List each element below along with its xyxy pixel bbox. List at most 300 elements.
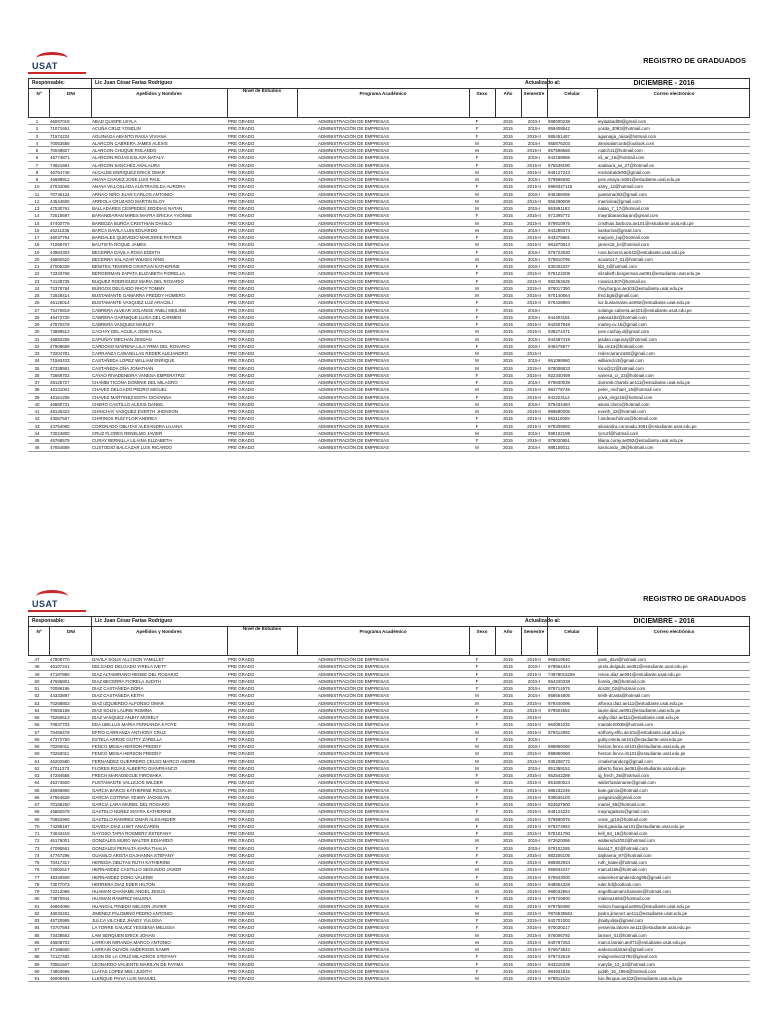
row-correo: rjcruzf@hotmail.com	[598, 430, 639, 436]
row-programa: ADMINISTRACIÓN DE EMPRESAS	[318, 693, 389, 699]
row-ano: 2015	[503, 169, 513, 175]
row-celular: 999102199	[548, 430, 570, 436]
table-row	[28, 961, 750, 968]
row-correo: ruth_katee@hotmail.com	[598, 860, 647, 865]
row-correo: james15_br@hotmail.com	[598, 242, 650, 248]
table-row	[28, 365, 750, 372]
row-ano: 2015	[503, 860, 513, 865]
row-dni: 70086196	[50, 686, 70, 691]
row-programa: ADMINISTRACIÓN DE EMPRESAS	[318, 845, 389, 851]
row-number: 9	[35, 177, 39, 182]
row-dni: 74803696	[50, 968, 70, 974]
row-number: 79	[34, 889, 40, 894]
table-row	[28, 721, 750, 728]
row-programa: ADMINISTRACIÓN DE EMPRESAS	[318, 939, 389, 945]
row-ano: 2015	[503, 678, 513, 684]
table-row	[28, 866, 750, 873]
table-header	[28, 78, 750, 118]
row-celular: 944403181	[548, 314, 570, 320]
row-number: 17	[34, 235, 40, 240]
row-programa: ADMINISTRACIÓN DE EMPRESAS	[318, 802, 389, 807]
row-ano: 2015	[503, 343, 513, 349]
row-ano: 2015	[503, 307, 513, 313]
col-ano: Año	[503, 629, 513, 634]
row-sexo: M	[475, 744, 479, 749]
row-nivel: PRE GRADO	[228, 954, 255, 960]
row-correo: mayrabarandiaran@gmail.com	[598, 213, 659, 219]
row-programa: ADMINISTRACIÓN DE EMPRESAS	[318, 169, 389, 175]
table-row	[28, 700, 750, 707]
row-semestre: 2015-I	[527, 227, 541, 233]
row-number: 74	[34, 852, 40, 858]
row-sexo: M	[475, 409, 479, 414]
row-number: 89	[34, 961, 40, 967]
row-dni: 46097019	[50, 119, 70, 124]
row-ano: 2015	[503, 227, 513, 233]
row-ano: 2015	[503, 925, 513, 931]
row-programa: ADMINISTRACIÓN DE EMPRESAS	[318, 867, 389, 873]
row-sexo: F	[475, 235, 479, 240]
row-celular: 970030217	[548, 925, 570, 931]
row-nivel: PRE GRADO	[228, 831, 255, 836]
row-programa: ADMINISTRACIÓN DE EMPRESAS	[318, 918, 389, 923]
table-row	[28, 859, 750, 866]
row-ano: 2015	[503, 845, 513, 851]
row-sexo: F	[475, 925, 479, 931]
row-dni: 71071651	[50, 126, 70, 132]
row-programa: ADMINISTRACIÓN DE EMPRESAS	[318, 715, 389, 720]
row-nivel: PRE GRADO	[228, 736, 255, 742]
row-ano: 2015	[503, 256, 513, 262]
row-number: 62	[34, 765, 40, 771]
row-celular: 957598566	[548, 148, 570, 153]
row-number: 82	[34, 910, 40, 916]
row-correo: laurie.diaz.ae091@estudiante.usat.edu.pe	[598, 707, 681, 713]
col-ano: Año	[503, 91, 513, 96]
table-row	[28, 895, 750, 902]
row-programa: ADMINISTRACIÓN DE EMPRESAS	[318, 657, 389, 662]
row-dni: 47400776	[50, 220, 70, 226]
row-correo: fiorela_d9@hotmail.com	[598, 678, 646, 684]
row-sexo: F	[475, 715, 479, 720]
row-nivel: PRE GRADO	[228, 758, 255, 764]
row-celular: 985802934	[548, 860, 570, 865]
row-name: HERNANDEZ DONG VALERIE	[92, 874, 154, 880]
row-name: CARRANZA CABANILLAS REDER ALEJANDRO	[92, 351, 189, 356]
row-ano: 2015	[503, 438, 513, 443]
row-sexo: M	[475, 169, 479, 175]
table-row	[28, 888, 750, 895]
row-name: LAM SERQUEN ERICK JOHAN	[92, 932, 155, 938]
row-semestre: 2015-II	[527, 365, 541, 371]
row-number: 52	[34, 693, 40, 699]
row-correo: alexandra.coronado.3091@estudiante.usat.edu.pe	[598, 423, 697, 429]
table-row	[28, 350, 750, 357]
row-programa: ADMINISTRACIÓN DE EMPRESAS	[318, 678, 389, 684]
row-number: 5	[35, 148, 39, 153]
row-number: 73	[34, 845, 40, 851]
row-sexo: F	[475, 119, 479, 124]
row-correo: ig_frech_26@hotmail.com	[598, 773, 650, 778]
row-correo: kate.garcia@hotmail.com	[598, 787, 648, 793]
row-programa: ADMINISTRACIÓN DE EMPRESAS	[318, 961, 389, 967]
table-row	[28, 292, 750, 299]
row-semestre: 2015-II	[527, 925, 541, 931]
row-programa: ADMINISTRACIÓN DE EMPRESAS	[318, 191, 389, 197]
row-correo: herson.fenco.im101@estudiante.usat.edu.pe	[598, 744, 686, 749]
row-programa: ADMINISTRACIÓN DE EMPRESAS	[318, 307, 389, 313]
row-ano: 2015	[503, 155, 513, 161]
row-dni: 48340509	[50, 874, 70, 880]
row-name: BARBOZA BURGA CRISTHIAN DANILO	[92, 220, 172, 226]
row-semestre: 2015-II	[527, 184, 541, 190]
row-celular: 949475877	[548, 343, 570, 349]
row-sexo: F	[475, 343, 479, 349]
row-celular: 971395772	[548, 213, 570, 219]
row-nivel: PRE GRADO	[228, 220, 255, 226]
col-nivel: Nivel de Estudios	[242, 626, 282, 631]
row-number: 85	[34, 932, 40, 938]
row-number: 15	[34, 220, 40, 226]
row-semestre: 2015-II	[527, 707, 541, 713]
row-correo: keith-dcasta@hotmail.com	[598, 693, 650, 699]
row-semestre: 2015-I	[527, 336, 541, 342]
row-name: LEON DE LA CRUZ MILAGROS STEFANY	[92, 954, 177, 960]
table-row	[28, 118, 750, 125]
row-programa: ADMINISTRACIÓN DE EMPRESAS	[318, 438, 389, 443]
row-correo: mariafe20039@hotmail.com	[598, 722, 653, 728]
row-sexo: M	[475, 256, 479, 262]
row-dni: 46882520	[50, 256, 70, 262]
table-row	[28, 750, 750, 757]
row-correo: liliana.curay.ae092@estudiante.usat.edu.pe	[598, 438, 684, 443]
row-correo: mayragastelo@gmail.com	[598, 809, 649, 815]
row-nivel: PRE GRADO	[228, 968, 255, 974]
row-ano: 2015	[503, 729, 513, 735]
row-number: 69	[34, 816, 40, 822]
row-correo: alberto.flores.ae061@estudiante.usat.edu.pe	[598, 765, 686, 771]
row-semestre: 2015-I	[527, 765, 541, 771]
row-sexo: M	[475, 867, 479, 873]
row-programa: ADMINISTRACIÓN DE EMPRESAS	[318, 831, 389, 836]
row-dni: 46005481	[50, 976, 70, 981]
row-correo: andersonlarrain@gmail.com	[598, 947, 653, 952]
row-semestre: 2015-I	[527, 845, 541, 851]
row-number: 41	[34, 409, 40, 414]
row-nivel: PRE GRADO	[228, 939, 255, 945]
row-celular: 9969347118	[548, 184, 573, 190]
row-number: 53	[34, 700, 40, 706]
row-sexo: F	[475, 671, 479, 677]
row-celular: 986232246	[548, 787, 570, 793]
row-ano: 2015	[503, 242, 513, 248]
row-sexo: F	[475, 809, 479, 815]
row-nivel: PRE GRADO	[228, 256, 255, 262]
row-nivel: PRE GRADO	[228, 213, 255, 219]
row-name: BENITES TENORIO CRISTIAN KATHERINE	[92, 264, 180, 269]
row-correo: aguinaga_raisa@hotmail.com	[598, 133, 657, 139]
row-sexo: M	[475, 351, 479, 356]
table-row	[28, 183, 750, 190]
row-dni: 46688912	[50, 177, 70, 182]
row-semestre: 2015-II	[527, 773, 541, 778]
row-semestre: 2015-II	[527, 271, 541, 277]
row-programa: ADMINISTRACIÓN DE EMPRESAS	[318, 177, 389, 182]
row-number: 51	[34, 686, 40, 691]
row-programa: ADMINISTRACIÓN DE EMPRESAS	[318, 838, 389, 844]
row-dni: 46202680	[50, 758, 70, 764]
row-name: FENCO MESIA HERSON FREDDY	[92, 744, 162, 749]
row-semestre: 2015-I	[527, 678, 541, 684]
row-semestre: 2015-II	[527, 954, 541, 960]
row-ano: 2015	[503, 314, 513, 320]
table-row	[28, 198, 750, 205]
row-ano: 2015	[503, 867, 513, 873]
row-celular: 978714575	[548, 686, 570, 691]
row-correo: analaura_as_27@hotmail.es	[598, 162, 654, 168]
row-programa: ADMINISTRACIÓN DE EMPRESAS	[318, 401, 389, 407]
row-ano: 2015	[503, 657, 513, 662]
row-semestre: 2015-II	[527, 939, 541, 945]
row-ano: 2015	[503, 293, 513, 298]
row-semestre: 2015-II	[527, 831, 541, 836]
row-semestre: 2015-II	[527, 416, 541, 422]
table-row	[28, 307, 750, 314]
row-semestre: 2015-I	[527, 430, 541, 436]
row-ano: 2015	[503, 968, 513, 974]
row-name: LARRAIN OLIVOS ANDERSON SAMIR	[92, 947, 170, 952]
row-dni: 72378764	[50, 285, 70, 291]
col-correo: Correo electrónico	[653, 629, 695, 634]
row-nivel: PRE GRADO	[228, 300, 255, 306]
row-nivel: PRE GRADO	[228, 126, 255, 132]
row-ano: 2015	[503, 686, 513, 691]
row-number: 67	[34, 802, 40, 807]
row-celular: 981870813	[548, 242, 570, 248]
row-nivel: PRE GRADO	[228, 729, 255, 735]
row-nivel: PRE GRADO	[228, 358, 255, 364]
row-correo: natan_7_17@hotmail.com	[598, 206, 650, 211]
responsable-label: Responsable:	[32, 80, 65, 86]
row-celular: 948554328	[548, 881, 570, 887]
row-semestre: 2015-I	[527, 177, 541, 182]
row-number: 20	[34, 256, 40, 262]
row-dni: 70166250	[50, 802, 70, 807]
row-ano: 2015	[503, 787, 513, 793]
row-dni: 47372750	[50, 736, 70, 742]
row-semestre: 2015-II	[527, 715, 541, 720]
table-row	[28, 314, 750, 321]
row-correo: renee.diaz.ae091@estudiante.usat.edu.pe	[598, 671, 681, 677]
row-dni: 43984303	[50, 249, 70, 255]
row-sexo: F	[475, 213, 479, 219]
row-name: CAYAO RIVADENEIRA VANESA EMPERATRIZ	[92, 372, 185, 378]
row-sexo: M	[475, 285, 479, 291]
row-number: 27	[34, 307, 40, 313]
row-programa: ADMINISTRACIÓN DE EMPRESAS	[318, 278, 389, 284]
row-semestre: 2015-I	[527, 744, 541, 749]
row-dni: 47530761	[50, 206, 70, 211]
row-sexo: F	[475, 438, 479, 443]
row-ano: 2015	[503, 736, 513, 742]
row-nivel: PRE GRADO	[228, 198, 255, 204]
row-nivel: PRE GRADO	[228, 148, 255, 153]
row-semestre: 2015-II	[527, 852, 541, 858]
row-correo: pedro.jimenez.ae111@estudiante.usat.edu.pe	[598, 910, 688, 916]
row-dni: 72669702	[50, 372, 70, 378]
row-correo: kbt_4@hotmail.com	[598, 264, 637, 269]
row-correo: lila.cm13@hotmail.com	[598, 343, 644, 349]
row-programa: ADMINISTRACIÓN DE EMPRESAS	[318, 249, 389, 255]
row-celular: 978008833	[548, 365, 570, 371]
row-name: DIAZ ALTAMIRANO RENEE DEL ROSARIO	[92, 671, 179, 677]
row-sexo: M	[475, 751, 479, 757]
row-dni: 74128735	[50, 278, 70, 284]
row-dni: 70053588	[50, 140, 70, 146]
row-name: GONZALES MURO WALTER EDUARDO	[92, 838, 173, 844]
row-celular: 979966930	[548, 177, 570, 182]
table-row	[28, 852, 750, 859]
table-row	[28, 386, 750, 393]
row-nivel: PRE GRADO	[228, 896, 255, 902]
row-programa: ADMINISTRACIÓN DE EMPRESAS	[318, 758, 389, 764]
row-correo: yosita_3093@hotmail.com	[598, 126, 650, 132]
row-number: 6	[35, 155, 39, 161]
row-semestre: 2015-II	[527, 910, 541, 916]
col-n: Nº	[36, 91, 42, 96]
row-correo: luis.llenque.ae102@estudiante.usat.edu.pe	[598, 976, 683, 981]
row-nivel: PRE GRADO	[228, 235, 255, 240]
row-correo: yami_davi@hotmail.com	[598, 657, 646, 662]
table-row	[28, 787, 750, 794]
table-row	[28, 234, 750, 241]
row-name: DIAZ CASTAÑEDA DORA	[92, 686, 144, 691]
row-name: GONZALES PERALTA KIARA THALIA	[92, 845, 167, 851]
row-name: CHINCHAY VASQUEZ EVERTH JHONSON	[92, 409, 179, 414]
row-celular: 984931915	[548, 968, 570, 974]
row-nivel: PRE GRADO	[228, 686, 255, 691]
row-name: BUQUEZ RODRIGUEZ MARIA DEL ROSARIO	[92, 278, 184, 284]
table-row	[28, 249, 750, 256]
row-celular: 998850060	[548, 751, 570, 757]
row-number: 38	[34, 387, 40, 393]
row-name: ALARCON CHUQUE ROLANDO	[92, 148, 157, 153]
row-programa: ADMINISTRACIÓN DE EMPRESAS	[318, 285, 389, 291]
row-name: JIMENEZ PALOMINO PEDRO ANTONIO	[92, 910, 173, 916]
row-sexo: F	[475, 954, 479, 960]
row-correo: malena1694@hotmail.com	[598, 896, 651, 902]
row-number: 11	[34, 191, 40, 197]
row-number: 31	[34, 336, 40, 342]
row-dni: 73024800	[50, 430, 70, 436]
row-celular: 972620086	[548, 838, 570, 844]
row-semestre: 2015-I	[527, 307, 541, 313]
row-name: DIAZ CASTAÑEDA KEITH	[92, 693, 144, 699]
row-number: 72	[34, 838, 40, 844]
row-celular: 935208772	[548, 758, 570, 764]
row-number: 12	[34, 198, 40, 204]
row-celular: 976673542	[548, 947, 570, 952]
row-nivel: PRE GRADO	[228, 678, 255, 684]
row-correo: marrioloa@gmail.com	[598, 198, 641, 204]
row-sexo: M	[475, 939, 479, 945]
row-name: BUSTAMANTE VASQUEZ LUZ ARACELI	[92, 300, 173, 306]
table-row	[28, 765, 750, 772]
row-name: HUAMAN RAMIREZ MALENA	[92, 896, 152, 902]
col-semestre: Semestre	[523, 91, 545, 96]
row-celular: 985451467	[548, 133, 570, 139]
row-programa: ADMINISTRACIÓN DE EMPRESAS	[318, 409, 389, 414]
row-semestre: 2015-I	[527, 380, 541, 385]
row-ano: 2015	[503, 235, 513, 240]
row-name: GASTELO NUÑEZ MAYRA KATHERINE	[92, 809, 172, 815]
row-correo: marjorie_bq@hotmail.com	[598, 235, 650, 240]
row-celular: 942507948	[548, 322, 570, 327]
row-dni: 70746124	[50, 191, 70, 197]
table-row	[28, 140, 750, 147]
row-semestre: 2015-II	[527, 438, 541, 443]
row-nivel: PRE GRADO	[228, 155, 255, 161]
table-row	[28, 321, 750, 328]
row-celular: 979810795	[548, 256, 570, 262]
row-number: 36	[34, 372, 40, 378]
table-row	[28, 154, 750, 161]
row-name: ABAD QUISPE LEYLA	[92, 119, 137, 124]
table-row	[28, 736, 750, 743]
row-number: 2	[35, 126, 39, 132]
row-correo: jose.cachay.d@gmail.com	[598, 329, 649, 335]
row-number: 39	[34, 394, 40, 400]
row-correo: walteredu2002@hotmail.com	[598, 838, 655, 844]
row-nivel: PRE GRADO	[228, 438, 255, 443]
row-ano: 2015	[503, 351, 513, 356]
row-programa: ADMINISTRACIÓN DE EMPRESAS	[318, 126, 389, 132]
row-name: DIAZ IZQUIERDO ALFONSO OMAR	[92, 700, 164, 706]
row-programa: ADMINISTRACIÓN DE EMPRESAS	[318, 256, 389, 262]
table-row	[28, 671, 750, 678]
row-programa: ADMINISTRACIÓN DE EMPRESAS	[318, 903, 389, 909]
row-correo: yirela.delgado.ae052@estudiante.usat.edu.pe	[598, 664, 688, 670]
row-correo: dominik.chambi.ae111@estudiante.usat.edu.pe	[598, 380, 691, 385]
row-dni: 71574224	[50, 133, 70, 139]
row-correo: lisett.gavidia.ae101@estudiante.usat.edu.pe	[598, 823, 685, 829]
row-number: 88	[34, 954, 40, 960]
row-celular: 975538190	[548, 162, 570, 168]
row-number: 32	[34, 343, 40, 349]
row-dni: 72928414	[50, 293, 70, 298]
row-sexo: F	[475, 918, 479, 923]
row-correo: acuario17_01@hotmail.com	[598, 256, 653, 262]
row-nivel: PRE GRADO	[228, 838, 255, 844]
row-nivel: PRE GRADO	[228, 881, 255, 887]
row-name: DIAZ SOLIS LAURIE ROMINA	[92, 707, 153, 713]
row-correo: anthony.effio.ae101@estudiante.usat.edu.pe	[598, 729, 686, 735]
row-number: 13	[34, 206, 40, 211]
row-programa: ADMINISTRACIÓN DE EMPRESAS	[318, 780, 389, 786]
row-semestre: 2015-II	[527, 162, 541, 168]
table-row	[28, 270, 750, 277]
row-semestre: 2015-II	[527, 329, 541, 335]
row-celular: 982205105	[548, 852, 570, 858]
row-correo: everth_32@hotmail.com	[598, 409, 646, 414]
row-ano: 2015	[503, 358, 513, 364]
row-sexo: M	[475, 889, 479, 894]
row-correo: yessenia.latorre.ae111@estudiante.usat.edu.pe	[598, 925, 691, 931]
row-sexo: M	[475, 780, 479, 786]
table-row	[28, 830, 750, 837]
row-correo: peter_michael_16@hotmail.com	[598, 387, 662, 393]
row-number: 30	[34, 329, 40, 335]
